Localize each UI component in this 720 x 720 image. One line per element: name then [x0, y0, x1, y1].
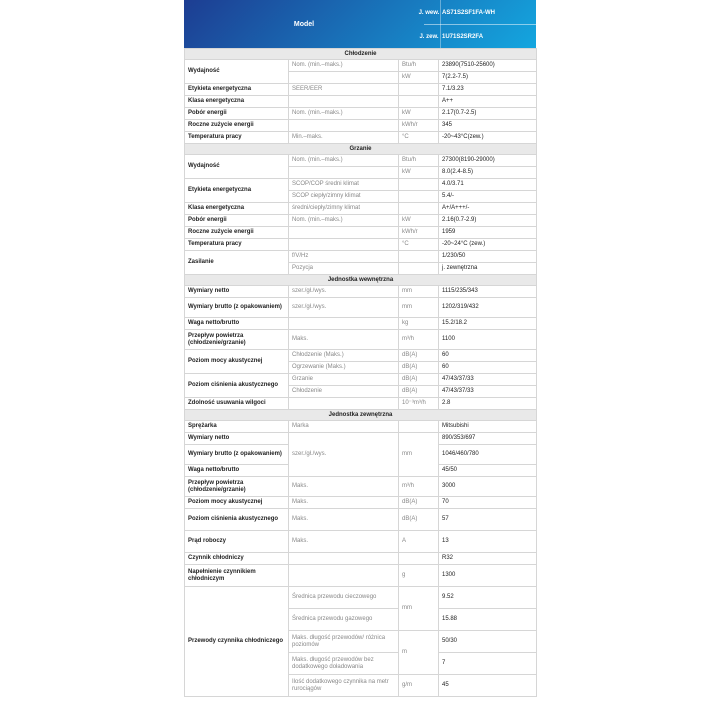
table-row: [185, 433, 537, 445]
row-label: Klasa energetyczna: [185, 96, 289, 108]
table-row: [185, 215, 537, 227]
row-condition: [289, 120, 399, 132]
row-condition: Maks. długość przewodów bez dodatkowego doładowania: [289, 653, 399, 675]
row-label: Poziom ciśnienia akustycznego: [185, 374, 289, 398]
table-row: [185, 239, 537, 251]
row-label: Wymiary netto: [185, 286, 289, 298]
row-condition: Maks.: [289, 330, 399, 350]
row-unit: dB(A): [399, 497, 439, 509]
row-condition: Nom. (min.–maks.): [289, 215, 399, 227]
row-unit: g: [399, 565, 439, 587]
section-cooling: [185, 49, 537, 60]
row-condition: [289, 398, 399, 410]
row-unit: dB(A): [399, 374, 439, 386]
row-condition: Min.–maks.: [289, 132, 399, 144]
row-unit: [399, 553, 439, 565]
row-unit: mm: [399, 587, 439, 631]
table-row: [185, 155, 537, 167]
row-label: Wymiary brutto (z opakowaniem): [185, 298, 289, 318]
row-label: Wymiary brutto (z opakowaniem): [185, 445, 289, 465]
row-label: Sprężarka: [185, 421, 289, 433]
row-condition: [289, 239, 399, 251]
row-value: 45/50: [439, 465, 537, 477]
table-row: [185, 374, 537, 386]
row-value: 1/230/50: [439, 251, 537, 263]
row-condition: Ilość dodatkowego czynnika na metr rurociągów: [289, 675, 399, 697]
row-value: 1959: [439, 227, 537, 239]
row-label: Prąd roboczy: [185, 531, 289, 553]
row-unit: °C: [399, 132, 439, 144]
row-condition: f/V/Hz: [289, 251, 399, 263]
row-unit: kW: [399, 167, 439, 179]
row-label: Wydajność: [185, 60, 289, 84]
table-row: [185, 132, 537, 144]
indoor-model-value: AS71S2SF1FA-WH: [442, 10, 496, 16]
row-value: 15.2/18.2: [439, 318, 537, 330]
row-condition: Maks.: [289, 509, 399, 531]
table-row: [185, 477, 537, 497]
spec-table: [184, 48, 537, 697]
row-value: 9.52: [439, 587, 537, 609]
row-condition: Nom. (min.–maks.): [289, 60, 399, 72]
table-row: [185, 497, 537, 509]
row-condition: SCOP/COP średni klimat: [289, 179, 399, 191]
row-value: 47/43/37/33: [439, 386, 537, 398]
row-condition: Średnica przewodu cieczowego: [289, 587, 399, 609]
row-value: 60: [439, 350, 537, 362]
row-value: 2.8: [439, 398, 537, 410]
row-unit: Btu/h: [399, 60, 439, 72]
table-row: [185, 298, 537, 318]
table-row: [185, 286, 537, 298]
row-label: Klasa energetyczna: [185, 203, 289, 215]
row-value: 23890(7510-25600): [439, 60, 537, 72]
row-value: 2.17(0.7-2.5): [439, 108, 537, 120]
row-condition: Chłodzenie: [289, 386, 399, 398]
row-label: Pobór energii: [185, 215, 289, 227]
row-label: Pobór energii: [185, 108, 289, 120]
row-unit: [399, 84, 439, 96]
row-condition: [289, 565, 399, 587]
row-value: 7(2.2-7.5): [439, 72, 537, 84]
row-condition: Maks.: [289, 477, 399, 497]
row-value: -20~43°C(zew.): [439, 132, 537, 144]
row-label: Czynnik chłodniczy: [185, 553, 289, 565]
row-label: Temperatura pracy: [185, 132, 289, 144]
row-label: Roczne zużycie energii: [185, 227, 289, 239]
section-indoor-unit: [185, 275, 537, 286]
row-value: -20~24°C (zew.): [439, 239, 537, 251]
row-condition: Maks.: [289, 497, 399, 509]
indoor-unit-label: J. wew.: [418, 10, 440, 16]
row-unit: [399, 203, 439, 215]
section-title: Grzanie: [185, 144, 537, 155]
row-value: A+/A+++/-: [439, 203, 537, 215]
table-row: [185, 203, 537, 215]
outdoor-unit-label: J. zew.: [419, 34, 439, 40]
table-row: [185, 84, 537, 96]
row-unit: mm: [399, 298, 439, 318]
row-condition: Nom. (min.–maks.): [289, 108, 399, 120]
row-value: 50/30: [439, 631, 537, 653]
row-value: Mitsubishi: [439, 421, 537, 433]
row-label: Poziom mocy akustycznej: [185, 350, 289, 374]
row-condition: [289, 72, 399, 84]
table-row: [185, 96, 537, 108]
row-value: 8.0(2.4-8.5): [439, 167, 537, 179]
row-condition: Maks.: [289, 531, 399, 553]
row-unit: m³/h: [399, 330, 439, 350]
indoor-rows: [185, 286, 537, 410]
row-value: 1202/319/432: [439, 298, 537, 318]
row-value: 7.1/3.23: [439, 84, 537, 96]
heating-rows: [185, 155, 537, 275]
table-row: [185, 179, 537, 191]
row-condition: szer./gł./wys.: [289, 298, 399, 318]
row-unit: [399, 263, 439, 275]
row-label: Etykieta energetyczna: [185, 179, 289, 203]
row-condition: [289, 318, 399, 330]
row-unit: kg: [399, 318, 439, 330]
row-condition: [289, 167, 399, 179]
section-heating: [185, 144, 537, 155]
row-value: 5.4/-: [439, 191, 537, 203]
row-condition: Maks. długość przewodów/ różnica poziomów: [289, 631, 399, 653]
row-unit: kW: [399, 215, 439, 227]
row-unit: kWh/r: [399, 227, 439, 239]
row-value: 45: [439, 675, 537, 697]
row-condition: szer./gł./wys.: [289, 286, 399, 298]
spec-sheet: [184, 0, 536, 697]
row-unit: kW: [399, 108, 439, 120]
row-value: 2.16(0.7-2.9): [439, 215, 537, 227]
row-label: Waga netto/brutto: [185, 465, 289, 477]
row-unit: A: [399, 531, 439, 553]
table-row: [185, 509, 537, 531]
row-value: 4.0/3.71: [439, 179, 537, 191]
row-unit: [399, 191, 439, 203]
row-label: Poziom mocy akustycznej: [185, 497, 289, 509]
outdoor-rows: [185, 421, 537, 697]
row-condition: szer./gł./wys.: [289, 433, 399, 477]
table-row: [185, 251, 537, 263]
row-condition: Ogrzewanie (Maks.): [289, 362, 399, 374]
row-value: 890/353/697: [439, 433, 537, 445]
row-unit: [399, 251, 439, 263]
row-condition: [289, 553, 399, 565]
row-value: j. zewnętrzna: [439, 263, 537, 275]
row-unit: Btu/h: [399, 155, 439, 167]
section-outdoor-unit: [185, 410, 537, 421]
table-row: [185, 120, 537, 132]
row-label: Temperatura pracy: [185, 239, 289, 251]
section-title: Jednostka wewnętrzna: [185, 275, 537, 286]
row-unit: m³/h: [399, 477, 439, 497]
section-title: Chłodzenie: [185, 49, 537, 60]
row-unit: m: [399, 631, 439, 675]
table-row: [185, 330, 537, 350]
row-unit: g/m: [399, 675, 439, 697]
row-value: 1300: [439, 565, 537, 587]
row-value: 57: [439, 509, 537, 531]
row-unit: [399, 96, 439, 108]
row-value: 3000: [439, 477, 537, 497]
row-value: 1046/460/780: [439, 445, 537, 465]
row-value: 15.88: [439, 609, 537, 631]
row-value: A++: [439, 96, 537, 108]
row-condition: [289, 227, 399, 239]
row-label: Zasilanie: [185, 251, 289, 275]
row-condition: Marka: [289, 421, 399, 433]
row-unit: kW: [399, 72, 439, 84]
row-label: Napełnienie czynnikiem chłodniczym: [185, 565, 289, 587]
row-label: Przepływ powietrza (chłodzenie/grzanie): [185, 330, 289, 350]
row-label: Roczne zużycie energii: [185, 120, 289, 132]
row-condition: Średnica przewodu gazowego: [289, 609, 399, 631]
row-unit: °C: [399, 239, 439, 251]
table-row: [185, 318, 537, 330]
row-unit: dB(A): [399, 350, 439, 362]
row-label: Etykieta energetyczna: [185, 84, 289, 96]
row-condition: Grzanie: [289, 374, 399, 386]
row-unit: mm: [399, 433, 439, 477]
row-condition: SCOP ciepły/zimny klimat: [289, 191, 399, 203]
row-label: Wydajność: [185, 155, 289, 179]
model-header: [184, 0, 536, 48]
table-row: [185, 60, 537, 72]
table-row: [185, 108, 537, 120]
row-unit: mm: [399, 286, 439, 298]
row-value: 60: [439, 362, 537, 374]
row-value: 1115/235/343: [439, 286, 537, 298]
row-condition: SEER/EER: [289, 84, 399, 96]
row-value: 1100: [439, 330, 537, 350]
row-unit: dB(A): [399, 509, 439, 531]
row-unit: [399, 179, 439, 191]
cooling-rows: [185, 60, 537, 144]
table-row: [185, 565, 537, 587]
row-label: Zdolność usuwania wilgoci: [185, 398, 289, 410]
table-row: [185, 531, 537, 553]
row-value: 27300(8190-29000): [439, 155, 537, 167]
row-condition: [289, 96, 399, 108]
row-label: Przewody czynnika chłodniczego: [185, 587, 289, 697]
row-unit: [399, 421, 439, 433]
row-condition: Chłodzenie (Maks.): [289, 350, 399, 362]
row-unit: dB(A): [399, 362, 439, 374]
row-unit: 10⁻³m³/h: [399, 398, 439, 410]
row-value: 345: [439, 120, 537, 132]
row-value: R32: [439, 553, 537, 565]
table-row: [185, 553, 537, 565]
row-label: Poziom ciśnienia akustycznego: [185, 509, 289, 531]
row-condition: Nom. (min.–maks.): [289, 155, 399, 167]
section-title: Jednostka zewnętrzna: [185, 410, 537, 421]
row-label: Przepływ powietrza (chłodzenie/grzanie): [185, 477, 289, 497]
model-label: Model: [293, 20, 315, 28]
table-row: [185, 350, 537, 362]
table-row: [185, 398, 537, 410]
row-unit: kWh/r: [399, 120, 439, 132]
row-condition: średni/ciepły/zimny klimat: [289, 203, 399, 215]
row-condition: Pozycja: [289, 263, 399, 275]
row-unit: dB(A): [399, 386, 439, 398]
row-value: 47/43/37/33: [439, 374, 537, 386]
row-value: 13: [439, 531, 537, 553]
header-row-divider: [424, 24, 536, 25]
outdoor-model-value: 1U71S2SR2FA: [442, 34, 484, 40]
table-row: [185, 587, 537, 609]
row-label: Waga netto/brutto: [185, 318, 289, 330]
row-value: 7: [439, 653, 537, 675]
row-label: Wymiary netto: [185, 433, 289, 445]
table-row: [185, 421, 537, 433]
row-value: 70: [439, 497, 537, 509]
table-row: [185, 227, 537, 239]
